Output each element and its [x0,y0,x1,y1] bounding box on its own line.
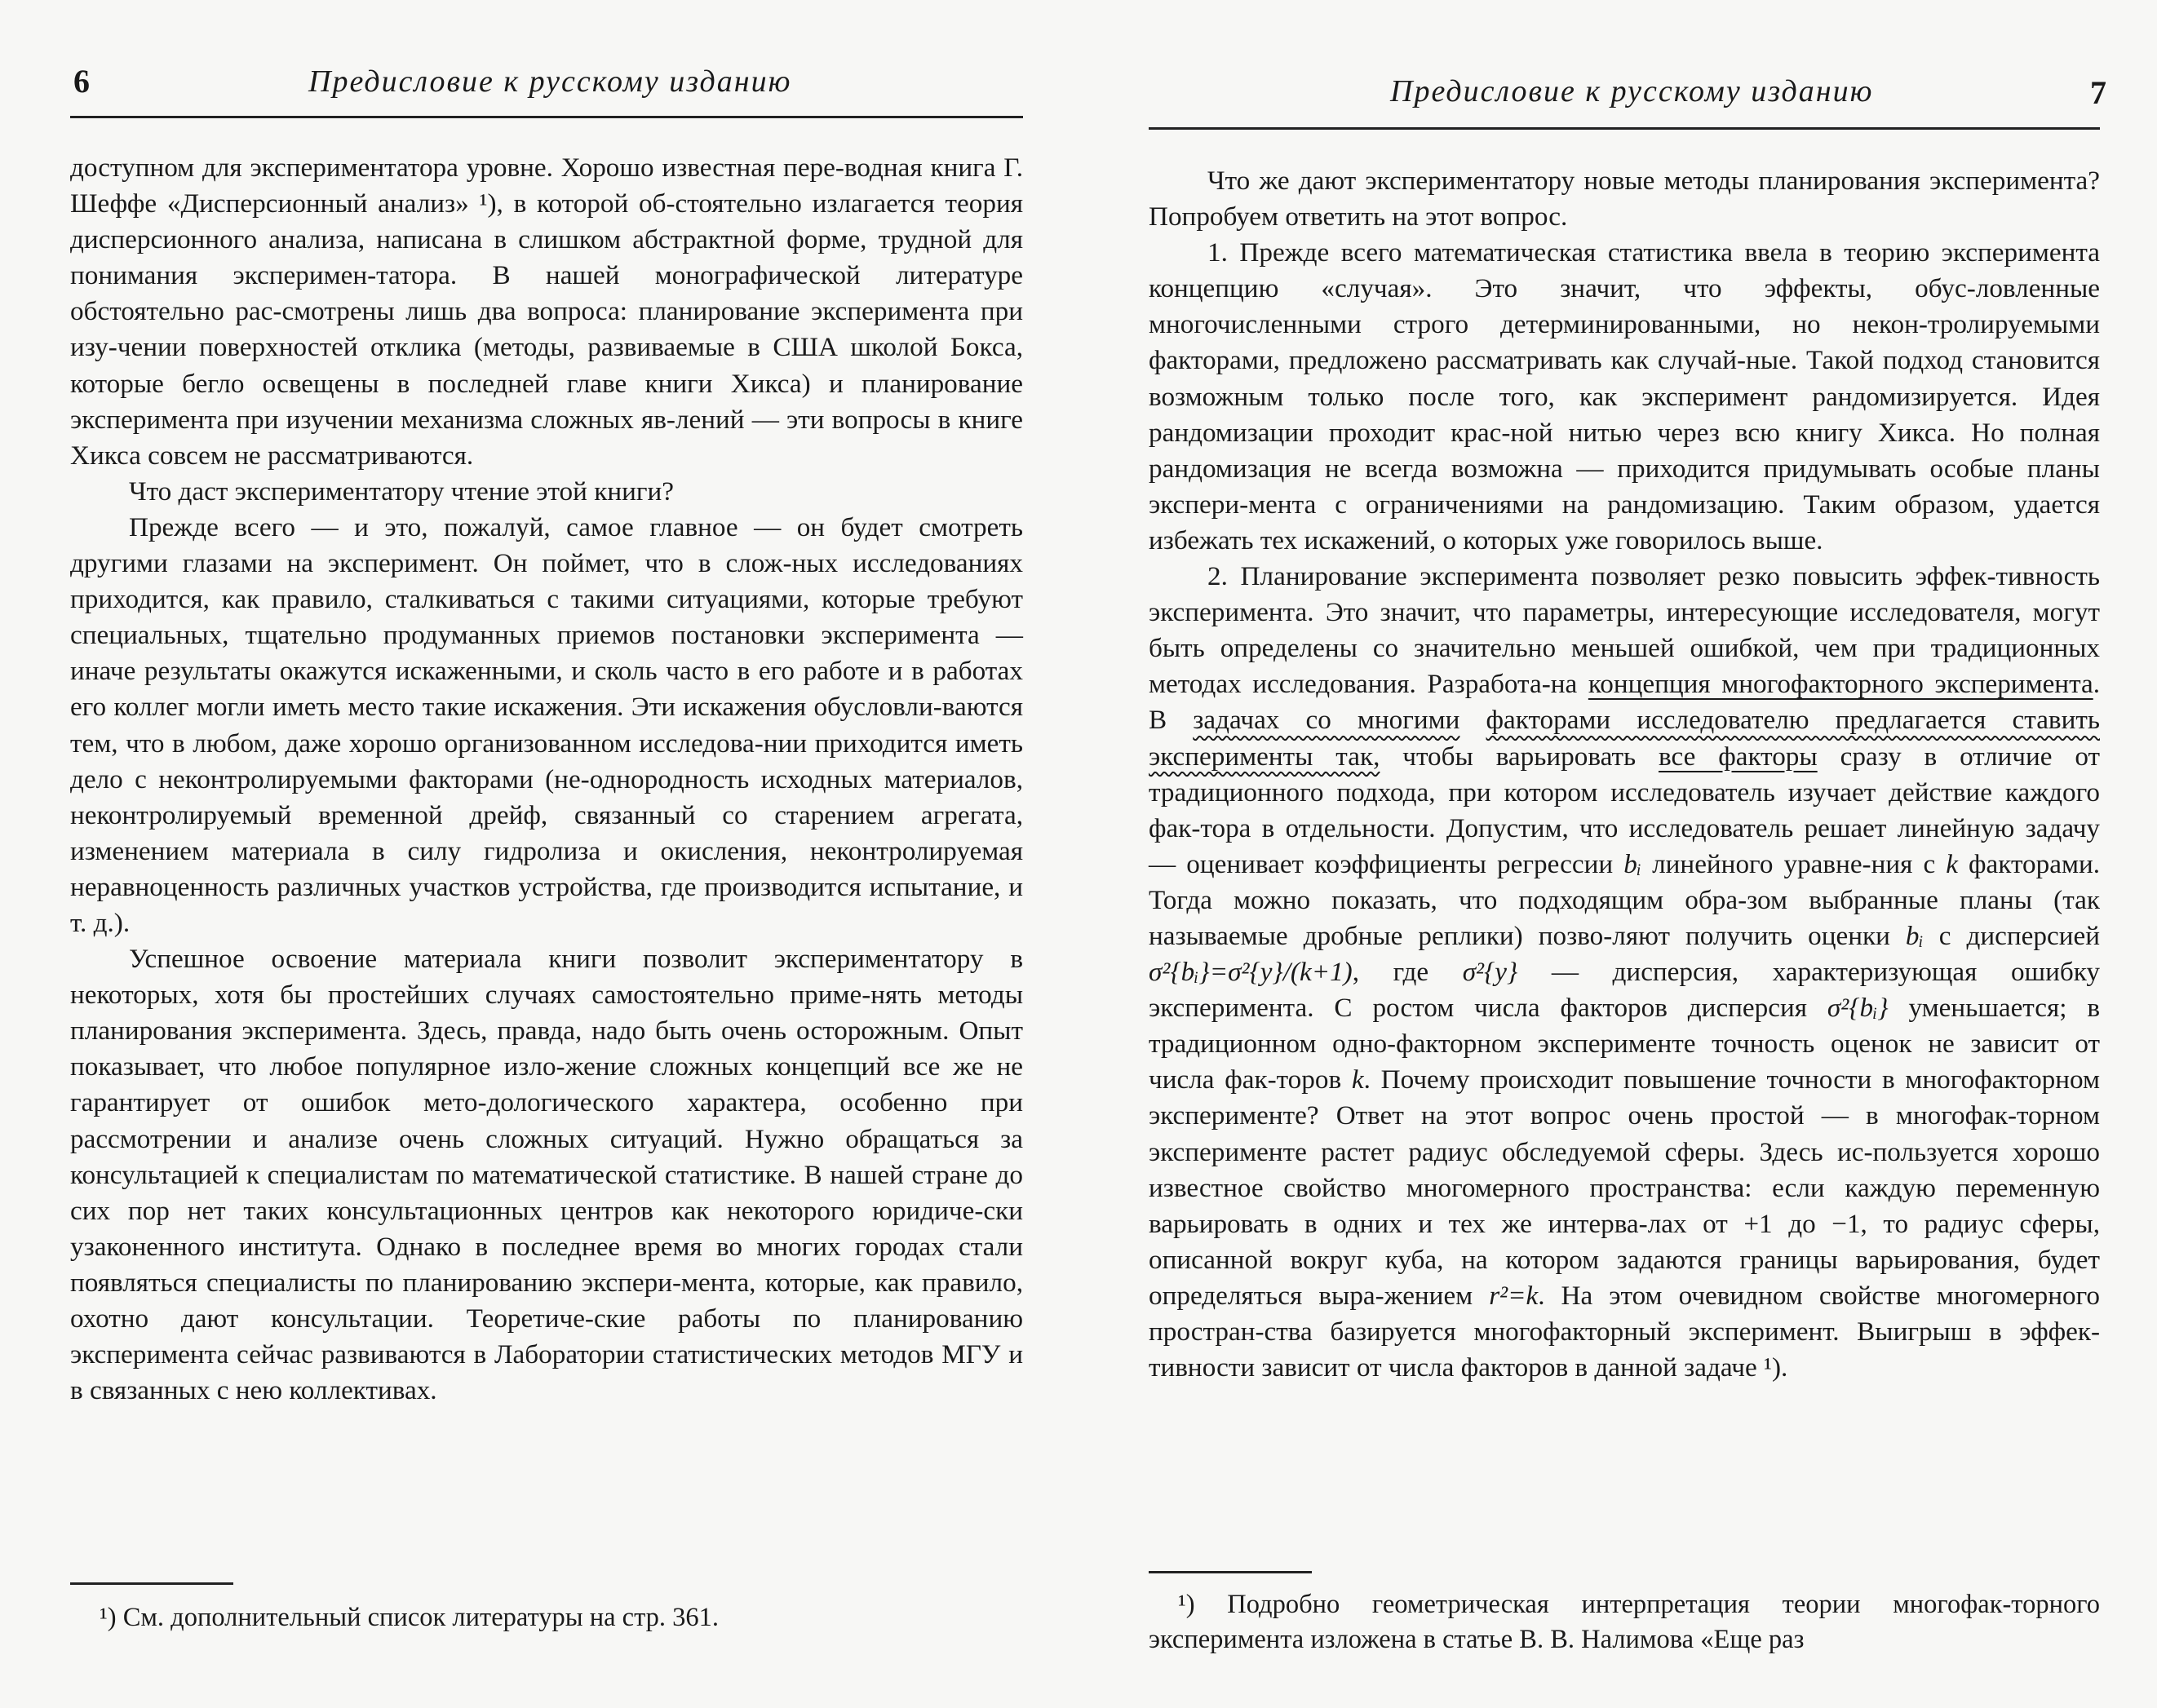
running-title: Предисловие к русскому изданию [1390,74,1874,108]
math-symbol: k [1946,848,1958,879]
underlined-phrase: концепция многофакторного эксперимента [1588,669,2093,700]
paragraph: Успешное освоение материала книги позволит экспериментатору в некоторых, хотя бы простейших случаях самостоятельно приме-нять методы планирования эксперимента. Здесь, правда, надо быть очень осторожным. Опыт показывает, что любое популярное изло-жение сложных концепций все же не гарантирует от ошибок мето-дологического характера, особенно при рассмотрении и анализе очень сложных ситуаций. Нужно обращаться за консультацией к специалистам по математической статистике. В нашей стране до сих пор нет таких консультационных центров как некоторого юридиче-ски узаконенного института. Однако в последнее время во многих городах стали появляться специалисты по планированию экспери-мента, которые, как правило, охотно дают консультации. Теоретиче-ские работы по планированию эксперимента сейчас развиваются в Лаборатории статистических методов МГУ и в связанных с нею коллективах. [70,944,1023,1406]
text-run: с дисперсией [1923,920,2100,951]
text-run: линейного уравне-ния с [1641,848,1947,879]
paragraph [1149,559,2100,1386]
right-page [1078,0,2157,1708]
text-run: . Почему происходит повышение точности в многофакторном эксперименте? Ответ на этот вопрос очень простой — в многофак-торном эксперименте растет радиус обследуемой сферы. Здесь ис-пользуется хорошо известное свойство многомерного пространства: если каждую переменную варьировать в одних и тех же интерва-лах от +1 до −1, то радиус сферы, описанной вокруг куба, на котором задаются границы варьирования, будет определяться выра-жением [1149,1064,2100,1311]
math-symbol: bᵢ [1623,848,1642,879]
paragraph: 1. Прежде всего математическая статистика ввела в теорию эксперимента концепцию «случая». Это значит, что эффекты, обус-ловленные многочисленными строго детерминированными, но некон-тролируемыми факторами, предложено рассматривать как случай-ные. Такой подход становится возможным только после того, как эксперимент рандомизируется. Идея рандомизации проходит крас-ной нитью через всю книгу Хикса. Но полная рандомизация не всегда возможна — приходится придумывать особые планы экспери-мента с ограничениями на рандомизацию. Таким образом, удается избежать тех искажений, о которых уже говорилось выше. [1149,237,2100,555]
running-title: Предисловие к русскому изданию [308,64,792,99]
right-body-text [1149,163,2100,1386]
math-formula: r²=k [1489,1280,1539,1311]
text-run: факторами. Тогда можно показать, что подходящим обра-зом выбранные планы (так называемые дробные реплики) позво-ляют получить оценки [1149,848,2101,951]
header-rule [1149,127,2100,130]
footnote [1149,1587,2100,1657]
footnote-text: ¹) Подробно геометрическая интерпретация теории многофак-торного эксперимента изложена в статье В. В. Налимова «Еще раз [1149,1590,2100,1654]
text-run: 2. Планирование эксперимента позволяет резко повысить эффек-тивность эксперимента. Это значит, что параметры, интересующие исследователя, могут быть определены со значительно меньшей ошибкой, чем при традиционных методах исследования. Разработа-на [1149,561,2100,700]
footnote-rule [70,1582,233,1585]
text-run: сразу в отличие от традиционного подхода, при котором исследователь изучает действие каждого фак-тора в отдельности. Допустим, что исследователь решает линейную задачу — оценивает коэффициенты регрессии [1149,741,2101,879]
header-rule [70,116,1023,118]
underlined-phrase: все факторы [1658,741,1818,772]
left-body-text [70,150,1023,1409]
paragraph: Что даст экспериментатору чтение этой книги? [129,476,674,507]
page-number: 7 [2090,74,2106,111]
text-run: . На этом очевидном свойстве многомерного простран-ства базируется многофакторный эксперимент. Выигрыш в эффек-тивности зависит от числа факторов в данной задаче ¹). [1149,1280,2100,1383]
footnote-rule [1149,1571,1312,1573]
math-formula: σ²{bᵢ} [1827,993,1889,1024]
math-formula: σ²{y} [1462,957,1518,988]
text-run: . В [1149,669,2100,736]
left-page [0,0,1078,1708]
math-symbol: k [1351,1064,1364,1095]
text-run: чтобы варьировать [1380,741,1659,772]
math-symbol: bᵢ [1905,920,1924,951]
footnote-text: ¹) См. дополнительный список литературы на стр. 361. [100,1603,720,1632]
paragraph: доступном для экспериментатора уровне. Хорошо известная пере-водная книга Г. Шеффе «Дисперсионный анализ» ¹), в которой об-стоятельно излагается теория дисперсионного анализа, написана в слишком абстрактной форме, трудной для понимания эксперимен-татора. В нашей монографической литературе обстоятельно рас-смотрены лишь два вопроса: планирование эксперимента при изу-чении поверхностей отклика (методы, развиваемые в США школой Бокса, которые бегло освещены в последней главе книги Хикса) и планирование эксперимента при изучении механизма сложных яв-лений — эти вопросы в книге Хикса совсем не рассматриваются. [70,153,1023,471]
footnote [70,1600,1023,1635]
text-run: уменьшается; в традиционном одно-факторном эксперименте точность оценок не зависит от числа фак-торов [1149,993,2100,1095]
text-run: , где [1352,957,1463,988]
text-run [1459,705,1486,735]
paragraph: Что же дают экспериментатору новые методы планирования эксперимента? Попробуем ответить на этот вопрос. [1149,166,2100,232]
text-run: — дисперсия, характеризующая ошибку эксперимента. С ростом числа факторов дисперсия [1149,957,2101,1024]
page-number: 6 [73,63,90,100]
underlined-phrase: задачах со многими [1193,705,1460,736]
underlined-phrase: факторами исследователю предлагается ставить эксперименты так, [1149,705,2100,772]
paragraph: Прежде всего — и это, пожалуй, самое главное — он будет смотреть другими глазами на эксперимент. Он поймет, что в слож-ных исследованиях приходится, как правило, сталкиваться с такими ситуациями, которые требуют специальных, тщательно продуманных приемов постановки эксперимента — иначе результаты окажутся искаженными, и сколь часто в его работе и в работах его коллег могли иметь место такие искажения. Эти искажения обусловли-ваются тем, что в любом, даже хорошо организованном исследова-нии приходится иметь дело с неконтролируемыми факторами (не-однородность исходных материалов, неконтролируемый временной дрейф, связанный со старением агрегата, изменением материала в силу гидролиза и окисления, неконтролируемая неравноценность различных участков устройства, где производится испытание, и т. д.). [70,511,1023,938]
math-formula: σ²{bᵢ}=σ²{y}/(k+1) [1149,957,1353,988]
